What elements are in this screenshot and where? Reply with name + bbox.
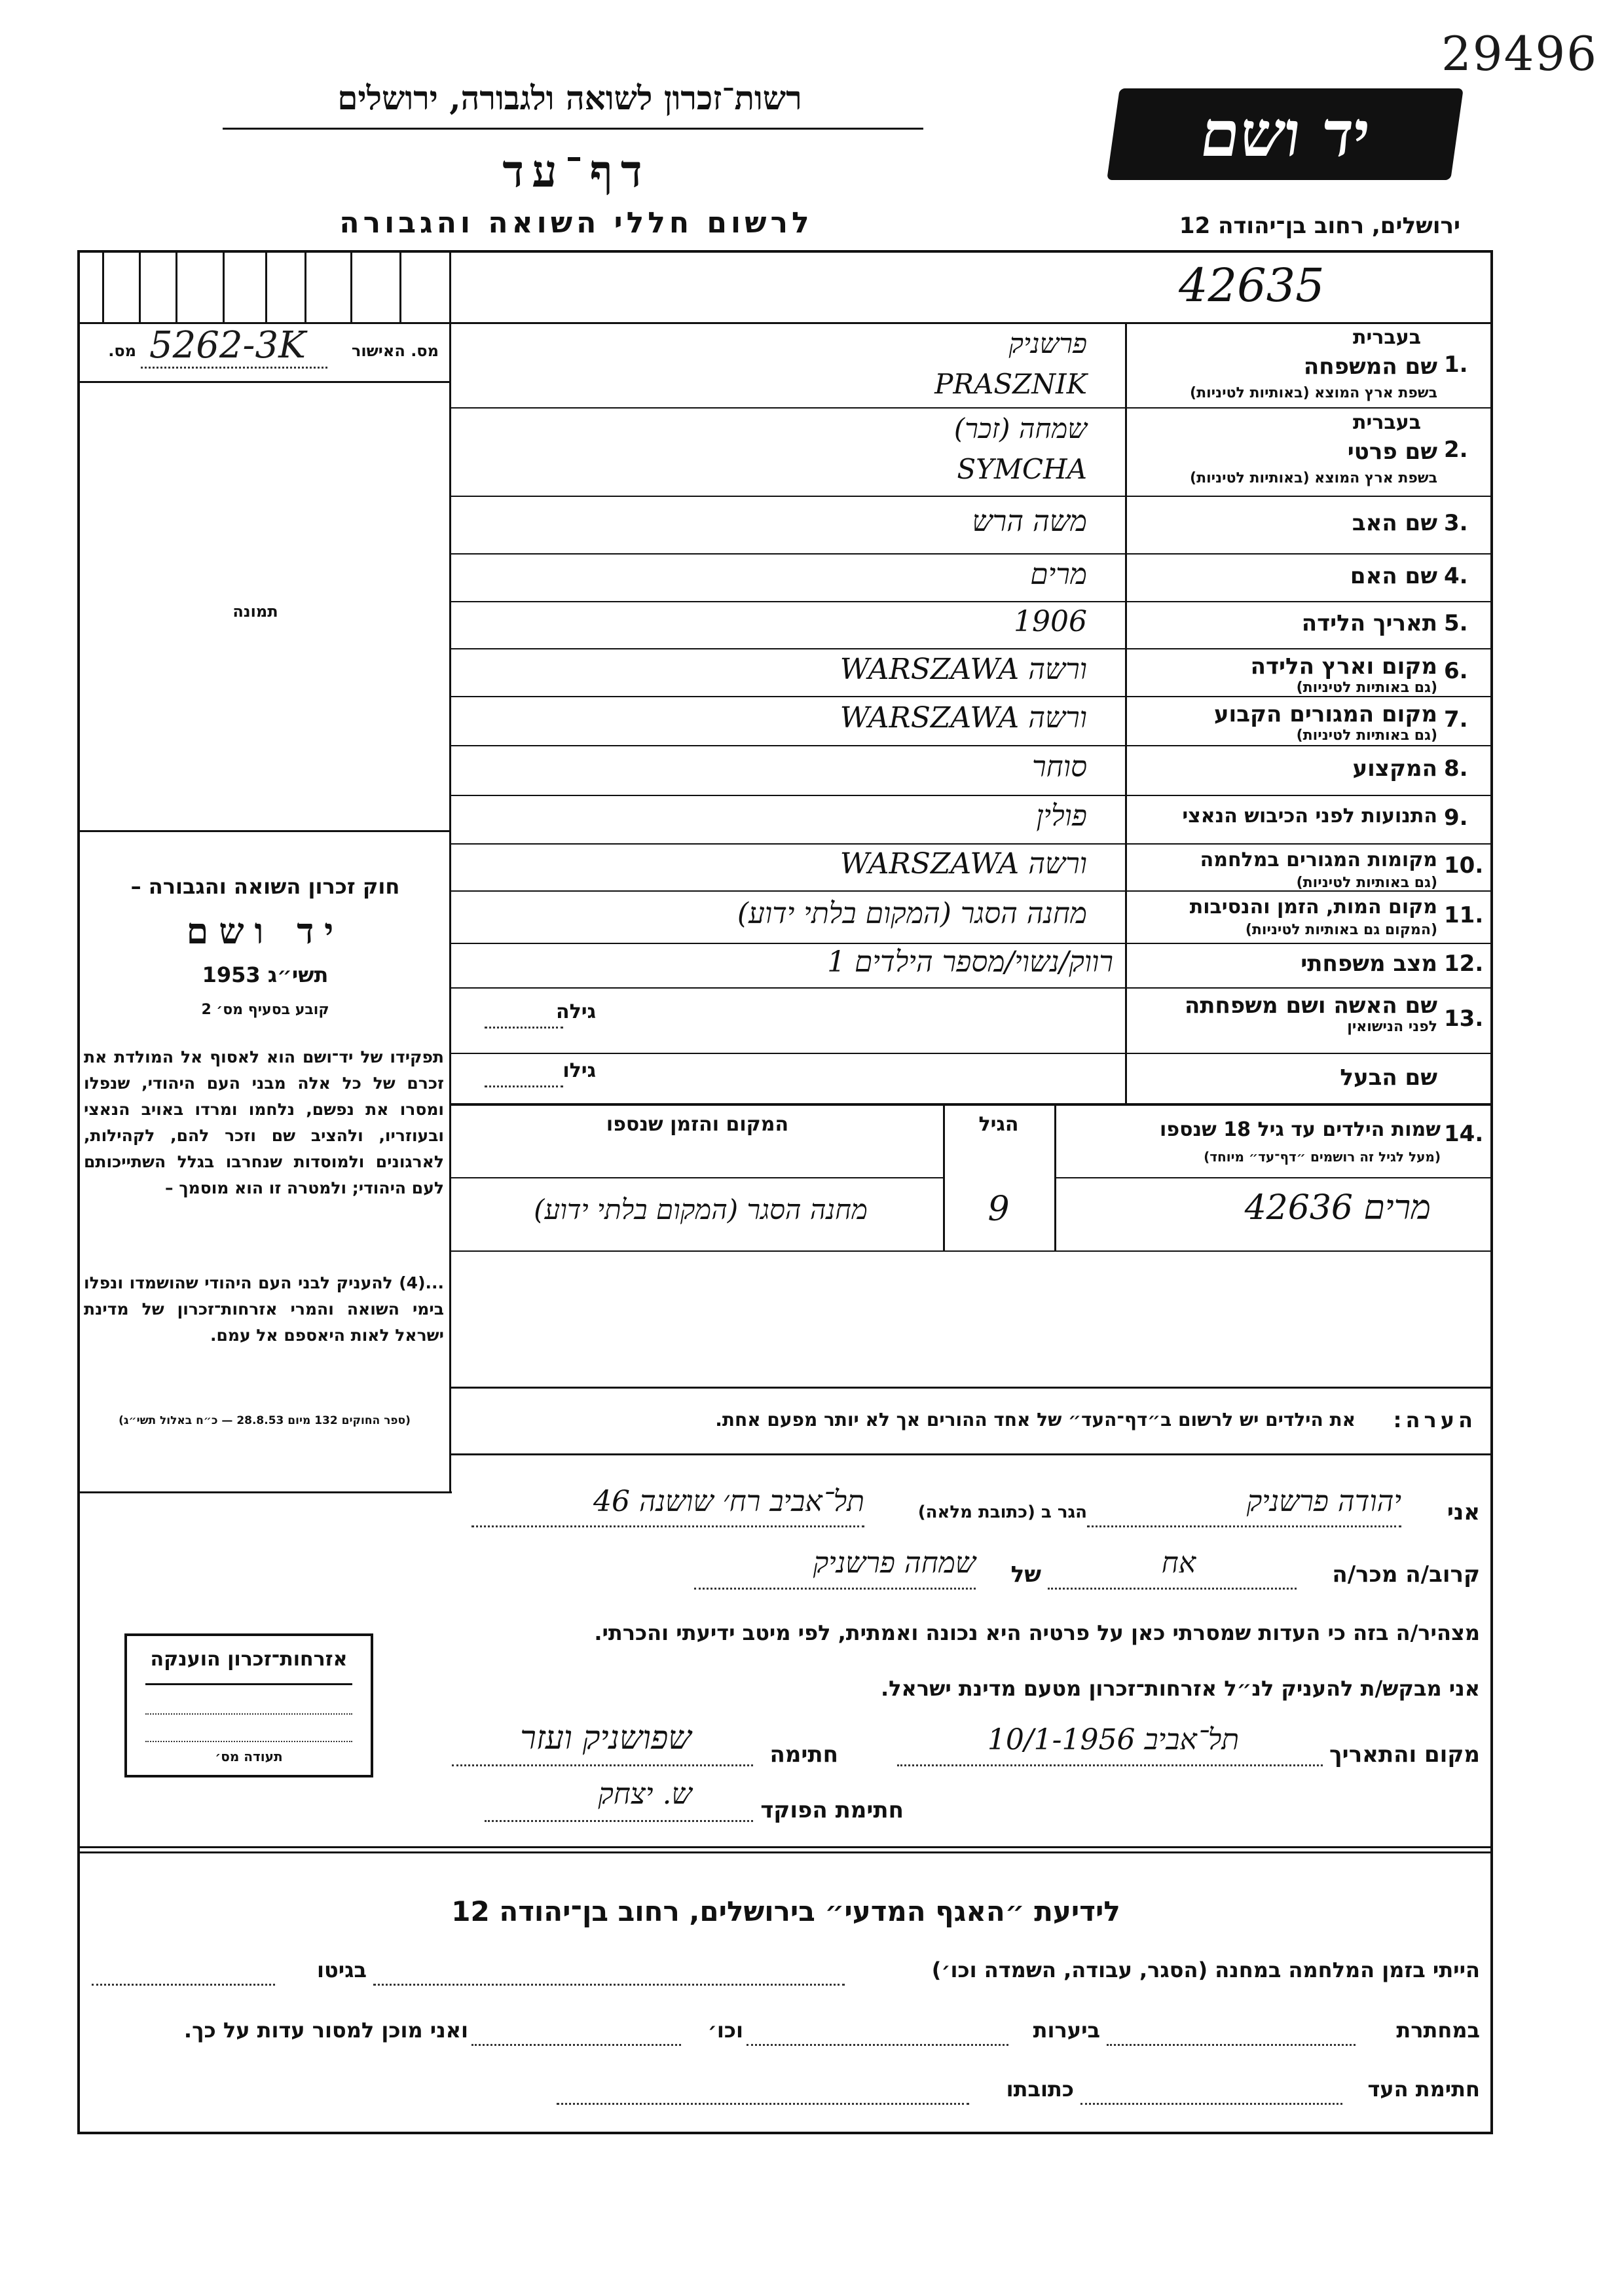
place-date: תל־אביב 10/1-1956: [987, 1723, 1240, 1757]
cert-no-label: מס.: [108, 342, 136, 360]
field-answer: SYMCHA: [957, 453, 1087, 485]
address: ירושלים, רחוב בן־יהודה 12: [1179, 213, 1460, 239]
children-sub: (מעל לגיל זה רושמים ״דף־עד״ מיוחד): [1204, 1149, 1441, 1165]
field-sub-label: לפני הנישואין: [1347, 1019, 1437, 1035]
field-label: שם הבעל: [1340, 1064, 1437, 1091]
field-number: 10.: [1444, 852, 1484, 879]
official-signature: ש. יצחק: [598, 1777, 692, 1811]
field-sub-label: (המקום גם באותיות לטיניות): [1245, 922, 1437, 938]
children-num: 14.: [1444, 1121, 1484, 1147]
request-text: אני מבקש/ת להעניק לנ״ל אזרחות־זכרון מטעם מדינת ישראל.: [881, 1676, 1480, 1701]
field-number: 6.: [1444, 657, 1468, 684]
field-sub-label: בשפת ארץ המוצא (באותיות לטיניות): [1190, 470, 1437, 486]
logo-text: יד ושם: [1196, 97, 1375, 171]
field-label: מקום וארץ הלידה: [1250, 653, 1437, 680]
field-number: 5.: [1444, 610, 1468, 636]
field-sub-label: בשפת ארץ המוצא (באותיות לטיניות): [1190, 385, 1437, 401]
declare-text: מצהיר/ה בזה כי העדות שמסרתי כאן על פרטיה היא נכונה ואמתית, לפי מיטב ידיעתי והכרתי.: [594, 1620, 1480, 1645]
certificate-title: אזרחות־זכרון הוענקה: [150, 1648, 348, 1671]
of-label: של: [1010, 1561, 1041, 1588]
field-sub-label: (גם באותיות לטיניות): [1296, 875, 1437, 891]
children-label: שמות הילדים עד גיל 18 שנספו: [1160, 1118, 1441, 1141]
yad-vashem-logo: [1107, 88, 1464, 180]
law-paragraph-1: תפקידו של יד־ושם הוא לאסוף אל המולדת את זכרם של כל אלה מבני העם היהודי, שנפלו ומסרו את נפשם, נלחמו ומרדו באויב הנאצי ובעוזריו, ולהציב שם וזכר להם, לקהילות, לארגונים ולמוסדות שנחרבו בגלל השתייכותם לעם היהודי; ולמטרה זו הוא מוסמך –: [84, 1048, 444, 1197]
note-text: את הילדים יש לרשום ב״דף־העד״ של אחד ההורים אך לא יותר מפעם אחת.: [715, 1409, 1356, 1430]
field-label: שם פרטי: [1347, 439, 1437, 465]
field-label: מצב משפחתי: [1301, 951, 1437, 977]
relation: אח: [1161, 1546, 1196, 1580]
field-number: 4.: [1444, 562, 1468, 589]
child-place: מחנה הסגר (המקום בלתי ידוע): [534, 1194, 868, 1226]
field-answer: פולין: [1036, 799, 1087, 833]
photo-label: תמונה: [232, 602, 278, 621]
footer-line1-b: בגיטו: [317, 1958, 367, 1982]
field-number: 1.: [1444, 352, 1468, 378]
law-source: (ספר החוקים 132 מיום 28.8.53 — כ״ח באלול תשי״ג): [119, 1414, 411, 1427]
footer-line3-b: כתובתו: [1006, 2077, 1074, 2102]
field-label: שם המשפחה: [1303, 354, 1437, 380]
declarant-name: יהודה פרשניק: [1246, 1485, 1401, 1518]
footer-line3-a: חתימת העד: [1367, 2077, 1480, 2102]
field-answer: PRASZNIK: [934, 368, 1087, 400]
footer-line2-a: במחתרת: [1396, 2018, 1480, 2043]
field-label: מקום המות, הזמן והנסיבות: [1189, 896, 1437, 919]
field-answer: פרשניק: [1008, 327, 1087, 359]
field-answer: 1906: [1014, 605, 1087, 638]
note-label: הערה:: [1393, 1408, 1477, 1432]
field-answer: מחנה הסגר (המקום בלתי ידוע): [737, 897, 1087, 930]
place-date-label: מקום והתאריך: [1329, 1741, 1480, 1768]
field-number: 2.: [1444, 437, 1468, 463]
col-place: המקום והזמן שנספו: [606, 1113, 789, 1136]
child-age: 9: [987, 1190, 1010, 1229]
field-label: המקצוע: [1352, 756, 1437, 782]
law-year: תשי״ג 1953: [202, 962, 329, 987]
cert-value: 5262-3K: [149, 324, 306, 367]
field-answer: גילה: [556, 1000, 596, 1023]
field-lang-label: בעברית: [1353, 411, 1421, 434]
footer-line1: הייתי בזמן המלחמה במחנה (הסגר, עבודה, השמדה וכו׳): [931, 1958, 1480, 1982]
declarant-address: תל־אביב רח׳ שושנה 46: [593, 1485, 864, 1518]
field-answer: רווק/נשוי/מספר הילדים 1: [827, 945, 1113, 979]
law-name: יד ושם: [186, 910, 344, 952]
field-answer: גילו: [563, 1059, 596, 1082]
of-name: שמחה פרשניק: [813, 1546, 976, 1580]
field-answer: ורשה WARSZAWA: [840, 701, 1087, 735]
field-number: 3.: [1444, 510, 1468, 536]
field-number: 13.: [1444, 1006, 1484, 1032]
footer-line2-c: וכו׳: [707, 2018, 743, 2043]
resides-label: הגר ב (כתובת מלאה): [917, 1503, 1087, 1522]
relative-label: קרוב/ה מכר/ה: [1332, 1561, 1480, 1588]
certificate-no-label: תעודה מס׳: [215, 1749, 283, 1764]
field-label: שם האב: [1352, 510, 1437, 536]
authority-title: רשות־זכרון לשואה ולגבורה, ירושלים: [337, 79, 802, 117]
law-title: חוק זכרון השואה והגבורה –: [130, 874, 400, 899]
field-answer: ורשה WARSZAWA: [840, 652, 1087, 686]
field-lang-label: בעברית: [1353, 326, 1421, 349]
form-subtitle: לרשום חללי השואה והגבורה: [339, 206, 813, 240]
field-number: 12.: [1444, 951, 1484, 977]
field-answer: סוחר: [1032, 750, 1087, 784]
field-number: 11.: [1444, 902, 1484, 928]
authority-underline: [223, 128, 923, 130]
field-answer: ורשה WARSZAWA: [840, 847, 1087, 881]
footer-title: לידיעת ״האגף המדעי״ בירושלים, רחוב בן־יהודה 12: [451, 1895, 1120, 1927]
footer-line2-d: ואני מוכן למסור עדות על כך.: [183, 2018, 468, 2043]
field-label: תאריך הלידה: [1301, 610, 1437, 636]
field-label: שם האשה ושם משפחתה: [1184, 993, 1437, 1019]
col-age: הגיל: [978, 1113, 1019, 1136]
signature-label: חתימה: [769, 1741, 838, 1768]
signature: שפושניק ועזר: [520, 1719, 692, 1757]
field-number: 9.: [1444, 805, 1468, 831]
footer-line2-b: ביערות: [1033, 2018, 1100, 2043]
law-paragraph-2: ...(4) להעניק לבני העם היהודי שהושמדו ונפלו בימי השואה והמרי אזרחות־זכרון של מדינת ישראל לאות היאספם אל עמם.: [84, 1273, 444, 1345]
declarant-i-label: אני: [1447, 1499, 1480, 1525]
field-label: מקומות המגורים במלחמה: [1200, 848, 1437, 871]
field-label: התנועות לפני הכיבוש הנאצי: [1182, 805, 1437, 828]
archive-number: 29496: [1441, 26, 1598, 81]
field-answer: שמחה (זכר): [953, 412, 1087, 445]
field-sub-label: (גם באותיות לטיניות): [1296, 680, 1437, 696]
field-sub-label: (גם באותיות לטיניות): [1296, 727, 1437, 744]
law-clause: קובע בסעיף מס׳ 2: [201, 1002, 329, 1018]
top-number: 42635: [1179, 259, 1325, 312]
form-title: דף־עד: [502, 145, 650, 198]
field-label: שם האם: [1350, 562, 1437, 589]
official-label: חתימת הפוקד: [760, 1797, 904, 1823]
child-name: מרים 42636: [1244, 1188, 1431, 1228]
cert-label: מס. האישור: [351, 342, 439, 360]
field-answer: משה הרש: [972, 505, 1087, 538]
certificate-box: [124, 1633, 373, 1777]
field-answer: מרים: [1030, 557, 1087, 591]
field-number: 7.: [1444, 706, 1468, 733]
field-number: 8.: [1444, 756, 1468, 782]
field-label: מקום המגורים הקבוע: [1213, 701, 1437, 727]
